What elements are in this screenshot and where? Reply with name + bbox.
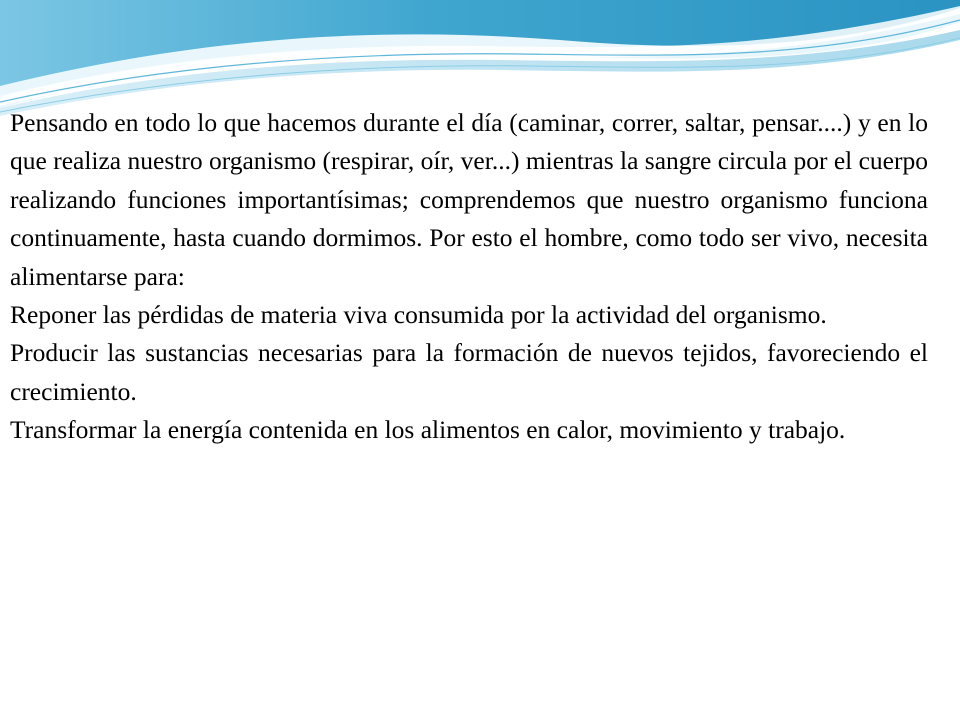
paragraph-producir: Producir las sustancias necesarias para la formación de nuevos tejidos, favoreciendo el crecimiento. — [10, 338, 928, 406]
paragraph-intro: Pensando en todo lo que hacemos durante el día (caminar, correr, saltar, pensar....) y en lo que realiza nuestro organismo (respirar, oír, ver...) mientras la sangre circula por el cuerpo realizando funciones importantísimas; comprendemos que nuestro organismo funciona continuamente, hasta cuando dormimos. Por esto el hombre, como todo ser vivo, necesita alimentarse para: — [10, 108, 928, 291]
body-text — [10, 104, 928, 450]
paragraph-transformar: Transformar la energía contenida en los alimentos en calor, movimiento y trabajo. — [10, 415, 846, 445]
paragraph-reponer: Reponer las pérdidas de materia viva consumida por la actividad del organismo. — [10, 300, 827, 330]
